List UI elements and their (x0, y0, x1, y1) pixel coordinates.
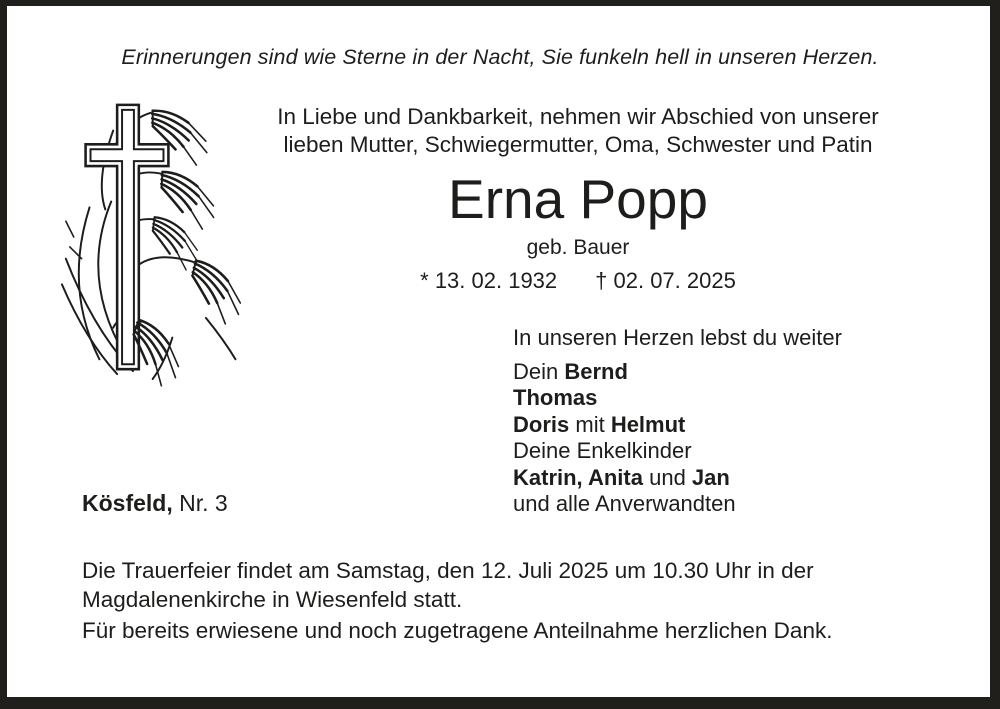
mourner-segment: Deine Enkelkinder (513, 438, 692, 463)
death-date: † 02. 07. 2025 (595, 268, 736, 293)
mourner-segment: Dein (513, 358, 565, 384)
maiden-name: geb. Bauer (526, 236, 630, 259)
mourner-line (513, 412, 933, 439)
birth-date: * 13. 02. 1932 (420, 268, 558, 293)
mourners-block (513, 325, 933, 518)
mourner-line (513, 385, 933, 412)
memorial-intro: In unseren Herzen lebst du weiter (513, 325, 842, 350)
life-dates (255, 268, 901, 294)
mourner-segment: Helmut (610, 411, 686, 437)
mourner-line (513, 491, 933, 518)
cross-wheat-illustration (56, 86, 268, 392)
mourner-line (513, 465, 933, 492)
residence-address: Nr. 3 (172, 490, 228, 516)
mourner-line (513, 359, 933, 386)
residence-line (82, 490, 228, 517)
mourner-segment: Katrin, Anita (513, 464, 643, 490)
mourner-segment: und (642, 464, 692, 490)
announcement-text (255, 103, 901, 159)
funeral-notice (82, 557, 882, 614)
funeral-line-1: Die Trauerfeier findet am Samstag, den 12. Juli 2025 um 10.30 Uhr in der (82, 558, 814, 583)
mourner-segment: mit (569, 411, 611, 437)
announcement-line-2: lieben Mutter, Schwiegermutter, Oma, Schwester und Patin (283, 132, 873, 157)
mourner-segment: Jan (691, 464, 730, 490)
thanks-text: Für bereits erwiesene und noch zugetragene Anteilnahme herzlichen Dank. (82, 618, 833, 643)
mourner-segment: Thomas (513, 385, 598, 410)
residence-place: Kösfeld, (82, 490, 173, 516)
announcement-line-1: In Liebe und Dankbarkeit, nehmen wir Abschied von unserer (277, 104, 879, 129)
mourner-segment: und alle Anverwandten (513, 491, 736, 516)
mourner-line (513, 438, 933, 465)
deceased-name: Erna Popp (448, 168, 708, 230)
mourner-segment: Bernd (564, 358, 628, 384)
funeral-line-2: Magdalenenkirche in Wiesenfeld statt. (82, 586, 463, 612)
epigraph-text: Erinnerungen sind wie Sterne in der Nacht, Sie funkeln hell in unseren Herzen. (121, 45, 879, 69)
mourner-segment: Doris (513, 411, 570, 437)
